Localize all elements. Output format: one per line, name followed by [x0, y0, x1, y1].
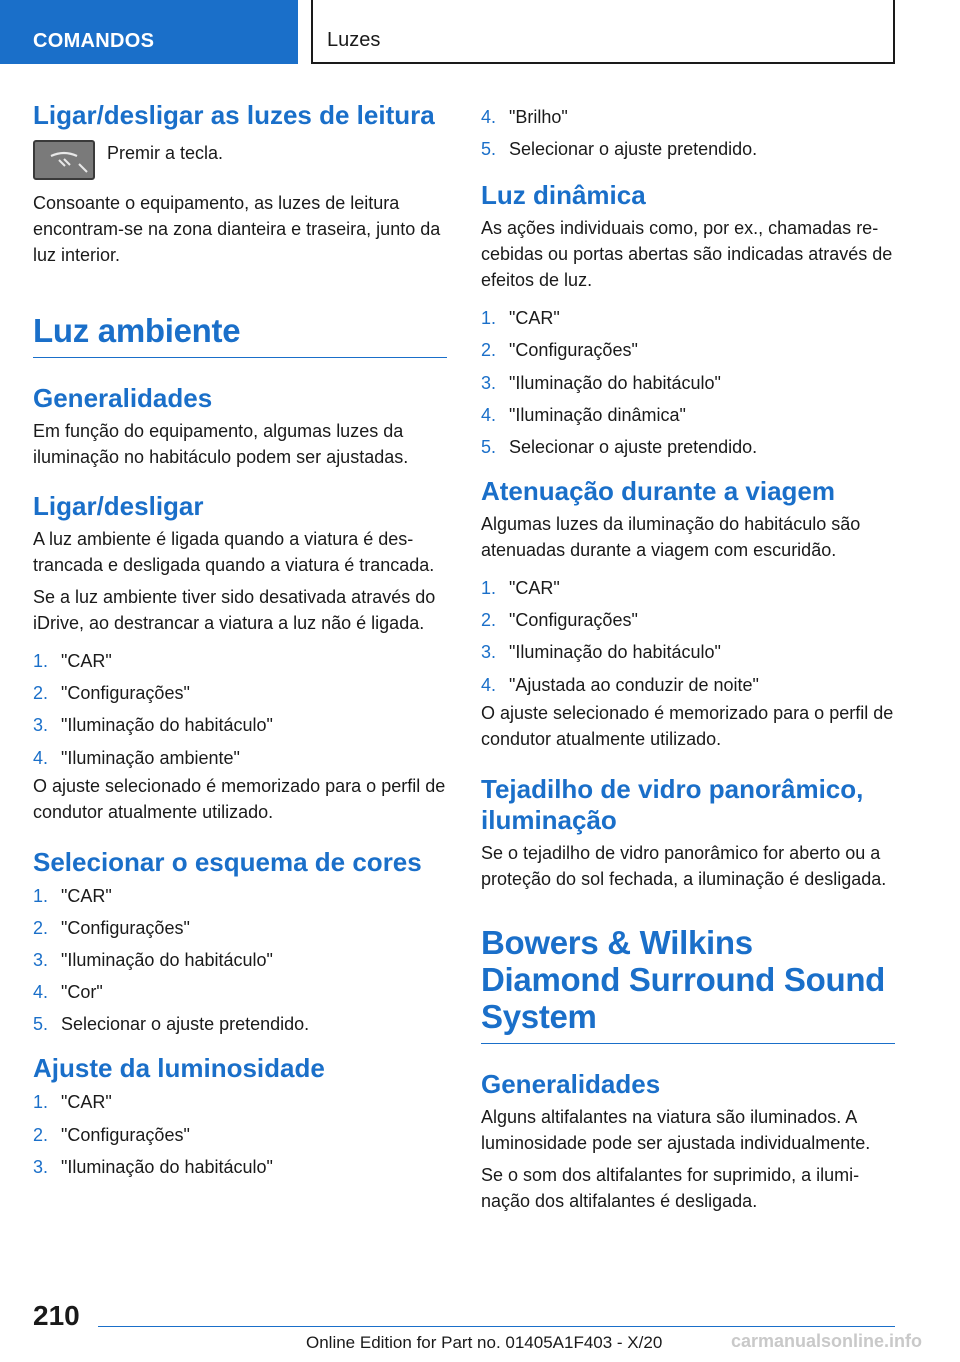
heading-brightness: Ajuste da luminosidade — [33, 1053, 325, 1084]
reading-desc: Consoante o equipamento, as luzes de leitura encontram-se na zona dianteira e traseira, junto da luz interior. — [33, 193, 441, 265]
list-item: 1. "CAR" — [33, 885, 112, 906]
onoff-steps — [33, 648, 447, 771]
dimming-desc: Algumas luzes da iluminação do habitáculo são atenuadas durante a viagem com escuridão. — [481, 513, 861, 560]
onoff-note: O ajuste selecionado é memorizado para o perfil de condutor atualmente utilizado. — [33, 775, 446, 822]
list-item: 1. "CAR" — [481, 577, 560, 598]
heading-dynamic-light: Luz dinâmica — [481, 180, 646, 211]
bw-paragraph-1: Alguns altifalantes na viatura são iluminados. A luminosidade pode ser ajustada individualmente. — [481, 1106, 871, 1153]
brightness-steps — [33, 1089, 447, 1179]
page-number: 210 — [33, 1300, 80, 1331]
general-desc: Em função do equipamento, algumas luzes da iluminação no habitáculo podem ser ajustadas. — [33, 421, 409, 467]
heading-ambient-light: Luz ambiente — [33, 312, 241, 349]
right-column — [481, 104, 895, 1214]
heading-bw-general: Generalidades — [481, 1068, 661, 1099]
dimming-steps — [481, 575, 895, 698]
section-tab: COMANDOS — [0, 0, 298, 64]
list-item: 2. "Configurações" — [481, 610, 638, 631]
reading-light-button-icon — [33, 140, 95, 180]
roof-desc: Se o tejadilho de vidro panorâmico for aberto ou a proteção do sol fechada, a iluminação é desligada. — [481, 842, 887, 889]
heading-rule — [481, 1043, 895, 1044]
list-item: 3. "Iluminação do habitáculo" — [481, 642, 721, 663]
reading-press-text: Premir a tecla. — [107, 143, 224, 163]
list-item: 5. Selecionar o ajuste pretendido. — [481, 436, 758, 457]
list-item: 2. "Configurações" — [33, 1124, 190, 1145]
list-item: 4. "Ajustada ao conduzir de noite" — [481, 674, 759, 695]
list-item: 1. "CAR" — [33, 651, 112, 671]
dynamic-steps — [481, 305, 895, 460]
left-column — [33, 100, 447, 1186]
list-item: 5. Selecionar o ajuste pretendido. — [33, 1014, 310, 1035]
list-item: 5. Selecionar o ajuste pretendido. — [481, 139, 758, 160]
dynamic-desc: As ações individuais como, por ex., chamadas recebidas ou portas abertas são indicadas através de efeitos de luz. — [481, 218, 893, 291]
brightness-steps-continued — [481, 104, 895, 162]
list-item: 2. "Configurações" — [481, 340, 638, 361]
onoff-paragraph-2: Se a luz ambiente tiver sido desativada através do iDrive, ao destrancar a viatura a luz não é ligada. — [33, 587, 436, 633]
heading-dimming: Atenuação durante a viagem — [481, 475, 835, 506]
list-item: 3. "Iluminação do habitáculo" — [33, 949, 273, 970]
bw-paragraph-2: Se o som dos altifalantes for suprimido, a iluminação dos altifalantes é desligada. — [481, 1164, 860, 1211]
dimming-note: O ajuste selecionado é memorizado para o perfil de condutor atualmente utilizado. — [481, 702, 894, 749]
watermark: carmanualsonline.info — [731, 1331, 923, 1351]
heading-rule — [33, 357, 447, 358]
edition-text: Online Edition for Part no. 01405A1F403 - X/20 — [306, 1333, 663, 1352]
heading-color-scheme: Selecionar o esquema de cores — [33, 846, 422, 877]
list-item: 4. "Brilho" — [481, 107, 568, 127]
heading-on-off: Ligar/desligar — [33, 491, 204, 521]
heading-reading-lights: Ligar/desligar as luzes de leitura — [33, 100, 435, 130]
list-item: 4. "Iluminação dinâmica" — [481, 404, 686, 425]
list-item: 1. "CAR" — [481, 308, 560, 329]
list-item: 3. "Iluminação do habitáculo" — [481, 372, 721, 393]
heading-general: Generalidades — [33, 383, 213, 413]
color-steps — [33, 883, 447, 1038]
list-item: 3. "Iluminação do habitáculo" — [33, 1156, 273, 1177]
list-item: 4. "Cor" — [33, 982, 103, 1003]
list-item: 2. "Configurações" — [33, 683, 190, 704]
list-item: 1. "CAR" — [33, 1092, 112, 1113]
list-item: 4. "Iluminação ambiente" — [33, 747, 240, 768]
heading-panoramic-roof: Tejadilho de vidro panorâmico, iluminação — [481, 773, 864, 835]
footer-rule — [98, 1326, 895, 1327]
reading-light-row — [33, 140, 447, 186]
list-item: 2. "Configurações" — [33, 917, 190, 938]
heading-bowers-wilkins: Bowers & Wilkins Diamond Surround Sound System — [481, 923, 886, 1035]
chapter-title: Luzes — [311, 0, 895, 64]
onoff-paragraph-1: A luz ambiente é ligada quando a viatura é destrancada e desligada quando a viatura é trancada. — [33, 529, 435, 575]
list-item: 3. "Iluminação do habitáculo" — [33, 715, 273, 736]
